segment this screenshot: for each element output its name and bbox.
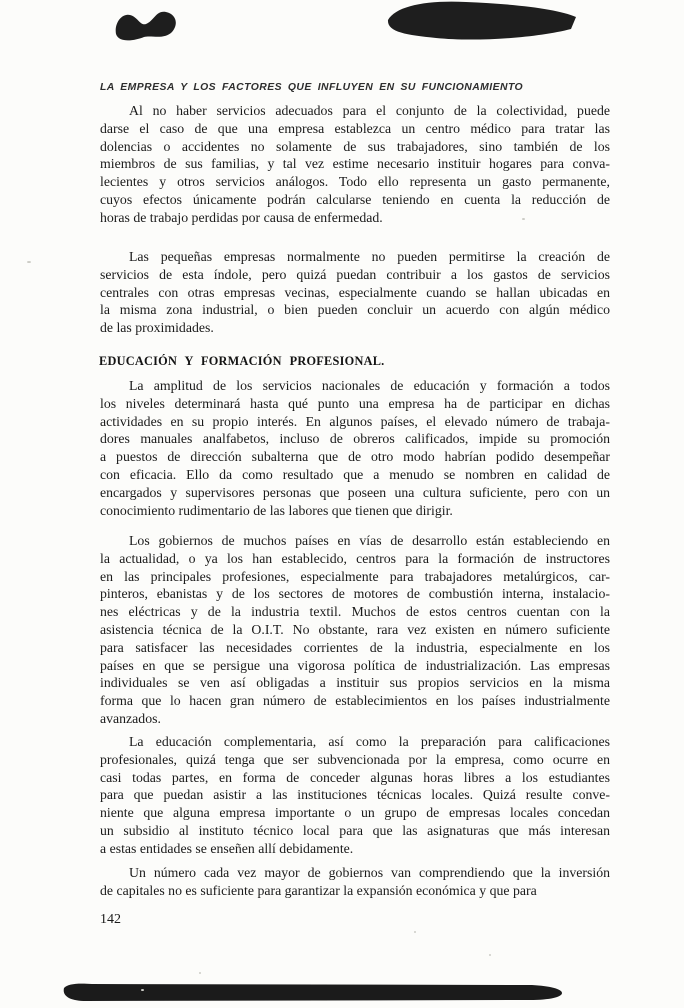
text-line: en las principales profesiones, especialmente para trabajadores metalúrgicos, car- <box>100 568 610 584</box>
text-line: Las pequeñas empresas normalmente no pueden permitirse la creación de <box>129 249 610 264</box>
text-line: forma que lo hacen gran número de establecimientos en los países industrialmente <box>100 693 610 709</box>
text-line: miembros de sus familias, y tal vez estime necesario instituir hogares para conva- <box>100 156 610 172</box>
text-line: dores manuales analfabetos, incluso de obreros calificados, impide su promoción <box>100 431 610 447</box>
scan-speck <box>522 218 525 220</box>
text-line: encargados y supervisores personas que poseen una cultura suficiente, pero con un <box>100 484 610 500</box>
scan-bar-bottom <box>62 983 564 1002</box>
text-line: para satisfacer las necesidades corrientes de la industria, especialmente en los <box>100 639 610 655</box>
scan-speck <box>199 972 201 974</box>
text-line: Los gobiernos de muchos países en vías de desarrollo están estableciendo en <box>129 533 610 548</box>
text-line: un subsidio al instituto técnico local para que las asignaturas que más interesan <box>100 822 610 838</box>
text-line: horas de trabajo perdidas por causa de enfermedad. <box>100 209 383 225</box>
text-line: la misma zona industrial, o bien pueden concluir un acuerdo con algún médico <box>100 302 610 318</box>
paragraph-small-companies <box>100 248 610 337</box>
text-line: darse el caso de que una empresa establezca un centro médico para tratar las <box>100 120 610 136</box>
text-line: individuales se ven así obligadas a instituir sus propios servicios en la misma <box>100 675 610 691</box>
paragraph-developing-countries <box>100 532 610 728</box>
text-line: asistencia técnica de la O.I.T. No obstante, rara vez existen en número suficiente <box>100 621 610 637</box>
text-line: La educación complementaria, así como la preparación para calificaciones <box>129 734 610 749</box>
running-head: LA EMPRESA Y LOS FACTORES QUE INFLUYEN EN SU FUNCIONAMIENTO <box>100 82 524 93</box>
paragraph-capital-investment <box>100 864 610 900</box>
ink-blot-top-right <box>386 0 578 42</box>
text-line: Un número cada vez mayor de gobiernos van comprendiendo que la inversión <box>129 865 610 880</box>
text-line: La amplitud de los servicios nacionales de educación y formación a todos <box>129 378 610 393</box>
text-line: lecientes y otros servicios análogos. Todo ello representa un gasto permanente, <box>100 174 610 190</box>
paragraph-medical-services <box>100 102 610 227</box>
text-line: cuyos efectos únicamente podrán calcularse teniendo en cuenta la reducción de <box>100 191 610 207</box>
text-line: actividades en su propio interés. En algunos países, el elevado número de trabaja- <box>100 413 610 429</box>
text-line: conocimiento rudimentario de las labores que tienen que dirigir. <box>100 502 453 518</box>
page-number: 142 <box>100 912 121 927</box>
text-line: niente que alguna empresa importante o un grupo de empresas locales concedan <box>100 805 610 821</box>
text-line: centrales con otras empresas vecinas, especialmente cuando se hallan ubicadas en <box>100 284 610 300</box>
text-line: pinteros, ebanistas y de los sectores de motores de combustión interna, instalacio- <box>100 586 610 602</box>
text-line: dolencias o accidentes no solamente de sus trabajadores, sino también de los <box>100 138 610 154</box>
paragraph-complementary-education <box>100 733 610 858</box>
text-line: profesionales, quizá tenga que ser subvencionada por la empresa, como ocurre en <box>100 751 610 767</box>
text-line: a estas entidades se enseñen allí debidamente. <box>100 840 354 856</box>
text-line: países en que se persigue una vigorosa política de industrialización. Las empresas <box>100 657 610 673</box>
ink-blot-top-left <box>112 6 182 44</box>
section-heading-educacion: EDUCACIÓN Y FORMACIÓN PROFESIONAL. <box>99 354 385 368</box>
paragraph-education-scope <box>100 377 610 519</box>
text-line: casi todas partes, en forma de conceder algunas horas libres a los estudiantes <box>100 769 610 785</box>
text-line: para que puedan asistir a las instituciones técnicas locales. Quizá resulte conve- <box>100 787 610 803</box>
text-line: nes eléctricas y de la industria textil. Muchos de estos centros cuentan con la <box>100 604 610 620</box>
scan-speck <box>27 261 31 263</box>
text-line: Al no haber servicios adecuados para el conjunto de la colectividad, puede <box>129 103 610 118</box>
scan-speck <box>414 931 416 933</box>
text-line: con eficacia. Ello da como resultado que a menudo se nombren en calidad de <box>100 466 610 482</box>
text-line: a puestos de dirección subalterna que de otro modo habrían podido desempeñar <box>100 449 610 465</box>
text-line: de capitales no es suficiente para garantizar la expansión económica y que para <box>100 882 537 898</box>
text-line: de las proximidades. <box>100 320 214 336</box>
scan-speck <box>489 954 491 956</box>
text-line: la actualidad, o ya los han establecido, centros para la formación de instructores <box>100 550 610 566</box>
scan-speck <box>141 989 144 991</box>
text-line: los niveles determinará hasta qué punto una empresa ha de participar en dichas <box>100 395 610 411</box>
text-line: avanzados. <box>100 710 161 726</box>
text-line: servicios de esta índole, pero quizá puedan contribuir a los gastos de servicios <box>100 266 610 282</box>
